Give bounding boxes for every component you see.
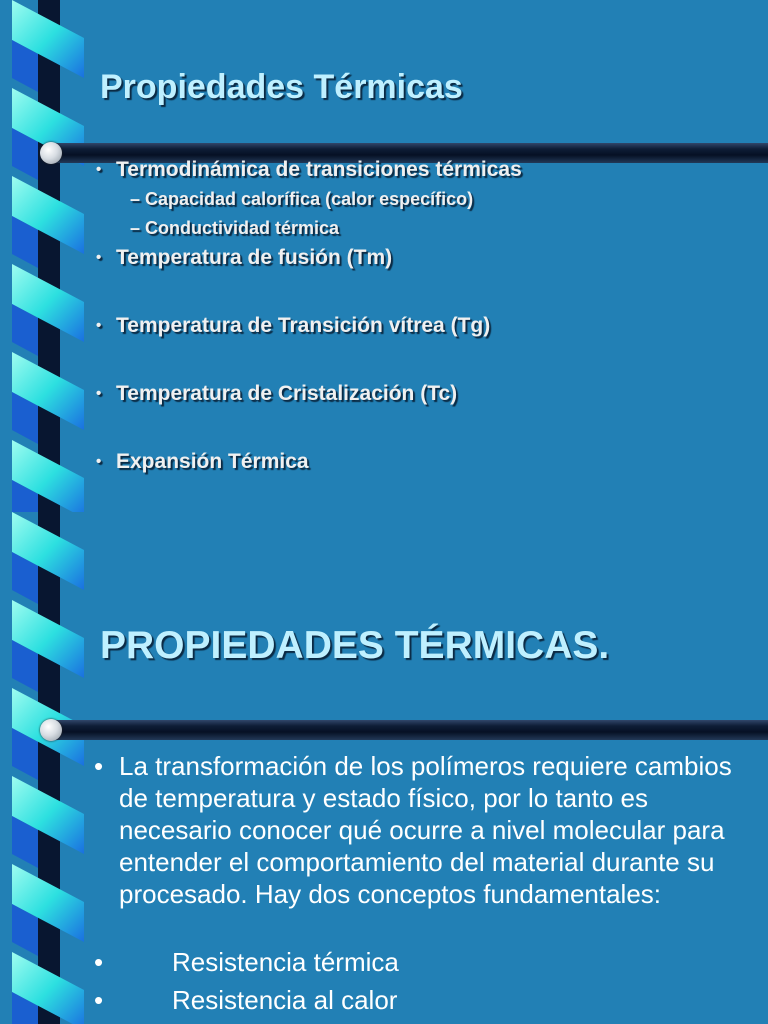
bullet-item: • Temperatura de fusión (Tm): [96, 246, 393, 269]
title-divider: [48, 720, 768, 740]
bullet-icon: •: [96, 317, 102, 334]
list-item: • Resistencia térmica: [94, 947, 399, 977]
bullet-icon: •: [94, 985, 104, 1015]
bullet-item: • Temperatura de Cristalización (Tc): [96, 382, 458, 405]
paragraph-text: La transformación de los polímeros requiere cambios de temperatura y estado físico, por lo tanto es necesario conocer qué ocurre a nivel molecular para entender el comportamiento del material durante su procesado. Hay dos conceptos fundamentales:: [119, 751, 732, 909]
bullet-icon: •: [96, 161, 102, 178]
bullet-icon: •: [96, 453, 102, 470]
divider-knob: [40, 719, 62, 741]
bullet-icon: •: [96, 385, 102, 402]
slide-2: [0, 512, 768, 1024]
list-item: • Resistencia al calor: [94, 985, 398, 1015]
bullet-item: • Expansión Térmica: [96, 450, 309, 473]
bullet-icon: •: [94, 947, 104, 977]
bullet-icon: •: [96, 249, 102, 266]
ribbon-decoration: [0, 0, 90, 512]
bullet-item: • Temperatura de Transición vítrea (Tg): [96, 314, 491, 337]
bullet-item: • Termodinámica de transiciones térmicas: [96, 158, 522, 181]
divider-knob: [40, 142, 62, 164]
bullet-icon: •: [94, 751, 104, 781]
slide-title: PROPIEDADES TÉRMICAS.: [100, 624, 610, 667]
sub-bullet-item: – Conductividad térmica: [130, 218, 340, 238]
body-paragraph: [90, 750, 750, 910]
slide-title: Propiedades Térmicas: [100, 68, 463, 106]
sub-bullet-item: – Capacidad calorífica (calor específico): [130, 189, 474, 209]
ribbon-decoration: [0, 512, 90, 1024]
